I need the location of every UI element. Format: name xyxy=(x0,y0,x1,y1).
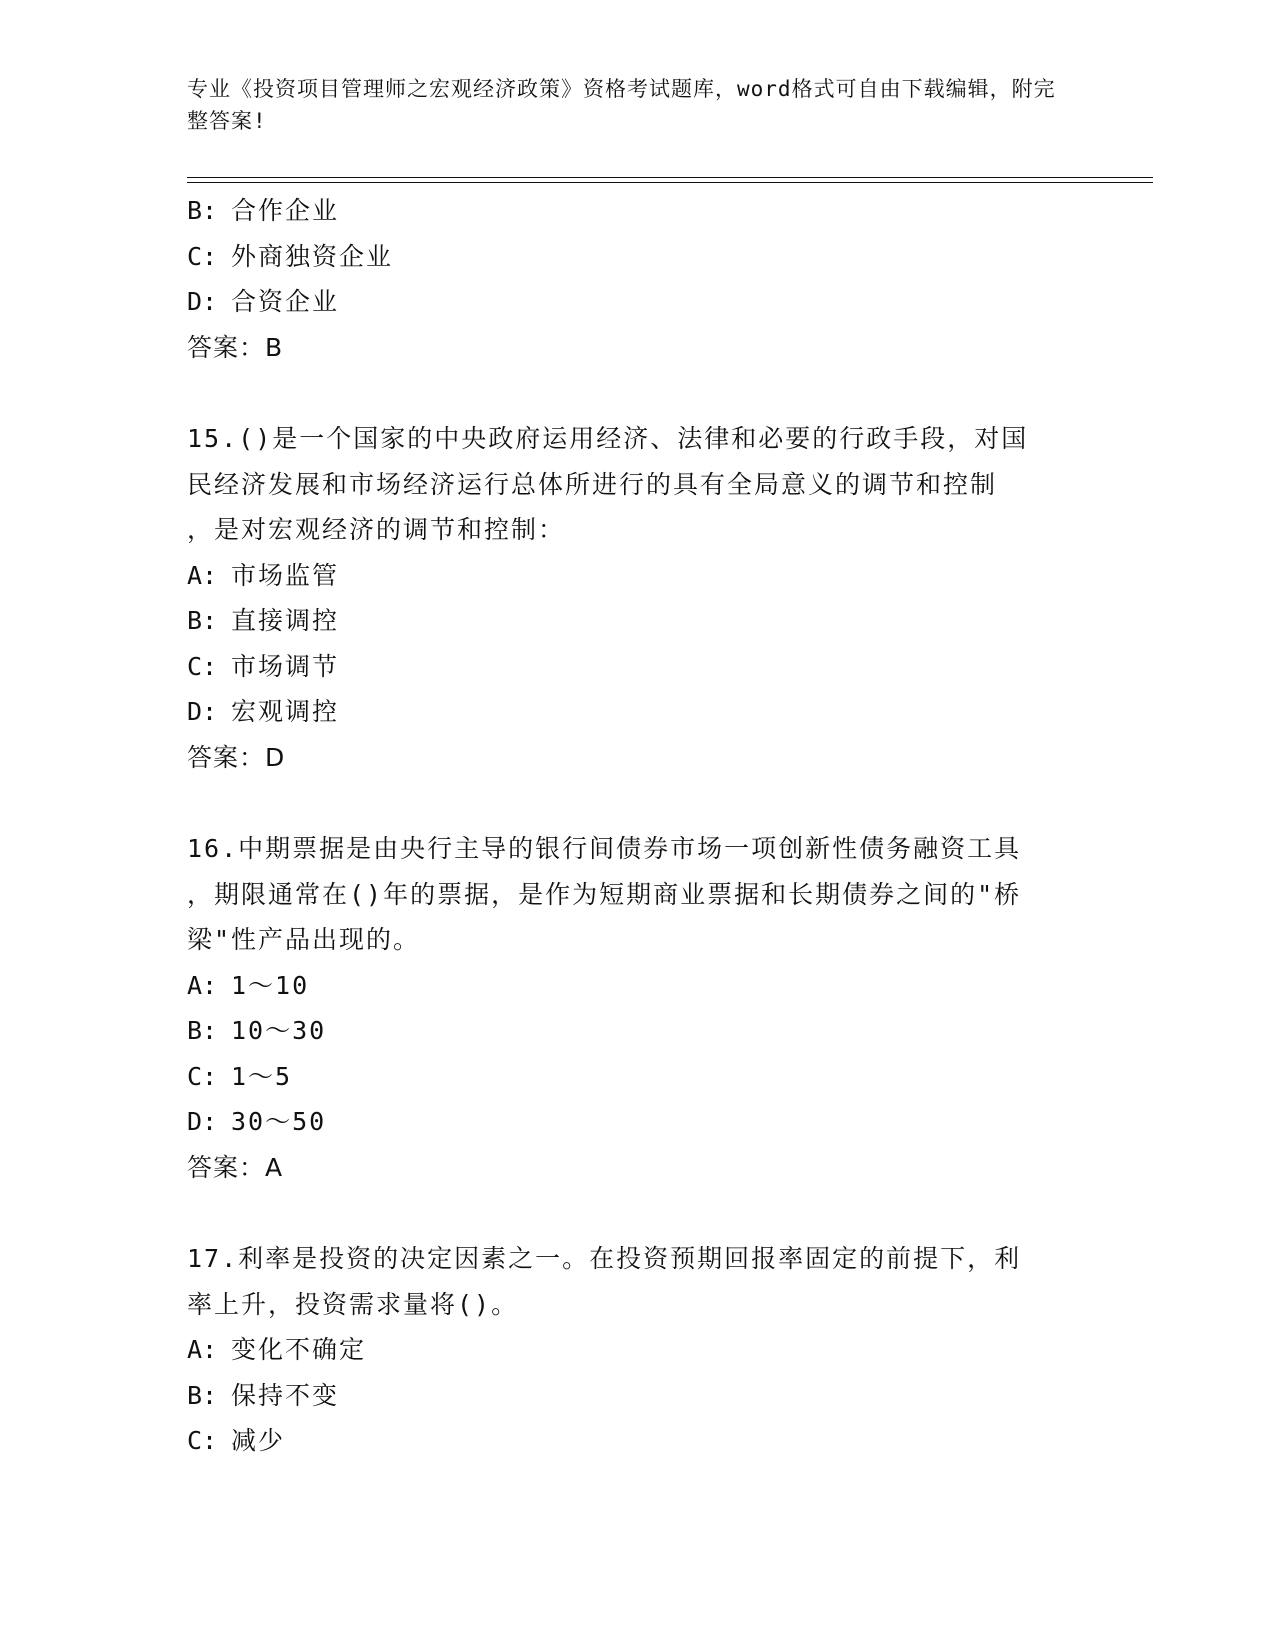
option-key: D: xyxy=(187,697,218,726)
option-line xyxy=(187,188,1077,234)
header-rule-top xyxy=(187,177,1153,178)
header-rule-bottom xyxy=(187,182,1153,183)
option-key: C: xyxy=(187,1061,218,1091)
question-stem-line: 17.利率是投资的决定因素之一。在投资预期回报率固定的前提下，利 xyxy=(187,1244,1022,1273)
question-block-15 xyxy=(187,416,1077,780)
option-key: D: xyxy=(187,1107,218,1136)
document-body xyxy=(187,188,1077,1464)
question-block-17 xyxy=(187,1236,1077,1464)
option-key: C: xyxy=(187,651,218,681)
option-key: B: xyxy=(187,606,218,635)
option-line xyxy=(187,644,1077,690)
option-key: C: xyxy=(187,241,218,271)
option-line xyxy=(187,553,1077,599)
question-stem-line: 16.中期票据是由央行主导的银行间债券市场一项创新性债务融资工具 xyxy=(187,834,1022,863)
option-text: 1～10 xyxy=(231,970,310,1000)
option-key: B: xyxy=(187,196,218,225)
question-stem-line: 民经济发展和市场经济运行总体所进行的具有全局意义的调节和控制 xyxy=(187,469,998,499)
option-text: 保持不变 xyxy=(231,1380,340,1410)
question-stem-line: 梁"性产品出现的。 xyxy=(187,925,421,954)
option-text: 减少 xyxy=(231,1426,286,1455)
option-line xyxy=(187,1327,1077,1373)
option-text: 10～30 xyxy=(231,1016,327,1045)
option-key: B: xyxy=(187,1016,218,1045)
option-text: 合作企业 xyxy=(231,196,340,225)
document-header: 专业《投资项目管理师之宏观经济政策》资格考试题库，word格式可自由下载编辑，附完整答案! xyxy=(187,77,1056,133)
option-text: 市场监管 xyxy=(231,560,340,590)
answer-line: 答案：B xyxy=(187,332,284,362)
option-key: A: xyxy=(187,560,218,590)
option-line xyxy=(187,1418,1077,1464)
option-line xyxy=(187,963,1077,1009)
option-key: C: xyxy=(187,1426,218,1455)
question-stem-line: ，是对宏观经济的调节和控制： xyxy=(187,515,566,544)
question-block-14-tail xyxy=(187,188,1077,370)
option-line xyxy=(187,234,1077,280)
answer-line: 答案：D xyxy=(187,742,286,772)
option-text: 1～5 xyxy=(231,1061,293,1091)
option-text: 外商独资企业 xyxy=(231,241,394,271)
option-text: 合资企业 xyxy=(231,287,340,316)
option-line xyxy=(187,1099,1077,1145)
option-text: 直接调控 xyxy=(231,606,340,635)
option-text: 宏观调控 xyxy=(231,697,340,726)
option-line xyxy=(187,1054,1077,1100)
option-line xyxy=(187,1373,1077,1419)
option-key: B: xyxy=(187,1380,218,1410)
option-line xyxy=(187,1008,1077,1054)
question-stem-line: ，期限通常在()年的票据，是作为短期商业票据和长期债券之间的"桥 xyxy=(187,879,1022,909)
question-stem-line: 15.()是一个国家的中央政府运用经济、法律和必要的行政手段，对国 xyxy=(187,424,1029,453)
option-text: 变化不确定 xyxy=(231,1335,367,1364)
question-stem-line: 率上升，投资需求量将()。 xyxy=(187,1289,519,1319)
option-line xyxy=(187,598,1077,644)
question-block-16 xyxy=(187,826,1077,1190)
option-line xyxy=(187,689,1077,735)
option-key: A: xyxy=(187,1335,218,1364)
option-key: D: xyxy=(187,287,218,316)
option-text: 30～50 xyxy=(231,1107,327,1136)
option-line xyxy=(187,279,1077,325)
answer-line: 答案：A xyxy=(187,1152,284,1182)
option-text: 市场调节 xyxy=(231,651,340,681)
option-key: A: xyxy=(187,970,218,1000)
